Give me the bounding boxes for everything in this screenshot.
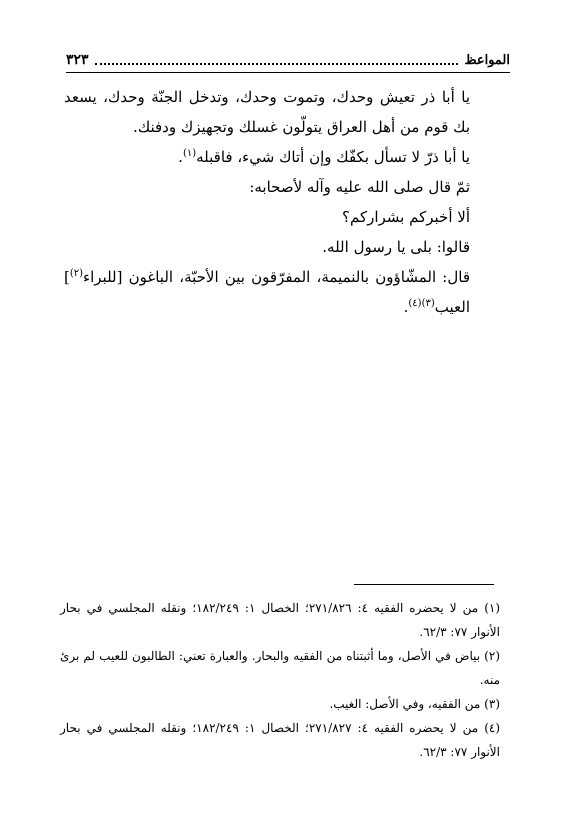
- paragraph: ثمّ قال صلى الله عليه وآله لأصحابه:: [249, 178, 470, 196]
- footnote: (٣) من الفقيه، وفي الأصل: الغيب.: [329, 697, 500, 711]
- header-rule: [66, 72, 510, 73]
- footnote-ref[interactable]: (١): [182, 148, 197, 159]
- paragraph: يا أبا ذرّ لا تسأل بكفّك وإن أتاك شيء، فاقبله$^{(١)}$.: [178, 148, 470, 166]
- footnote: (٤) من لا يحضره الفقيه ٤: ٢٧١/٨٢٧؛ الخصال ١: ١٨٢/٢٤٩؛ ونقله المجلسي في بحار الأنوار ٧٧: ٦٢/٣.: [60, 721, 501, 759]
- paragraph-text: يا أبا ذرّ لا تسأل بكفّك وإن أتاك شيء، فاقبله: [196, 148, 470, 166]
- footnote-ref[interactable]: (٣)(٤): [408, 298, 435, 309]
- footnote-ref[interactable]: (٢): [69, 268, 84, 279]
- page-number: ٣٢٣: [66, 52, 89, 68]
- main-text: [64, 82, 510, 322]
- paragraph: ألا أخبركم بشراركم؟: [342, 208, 470, 226]
- footnote-rule: [354, 584, 494, 585]
- chapter-title: المواعظ: [464, 52, 510, 68]
- leader-dots: [95, 63, 459, 65]
- paragraph: يا أبا ذر تعيش وحدك، وتموت وحدك، وتدخل الجنّة وحدك، يسعد بك قوم من أهل العراق يتولّون غسلك وتجهيزك ودفنك.: [64, 88, 470, 136]
- footnote: (٢) بياض في الأصل، وما أثبتناه من الفقيه والبحار. والعبارة تعني: الطالبون للعيب لم برئ منه.: [60, 649, 500, 687]
- paragraph: قال: المشّاؤون بالنميمة، المفرّقون بين الأحبّة، الباغون [للبراء$^{(٢)}$] العيب$^{(٣)(٤)}$.: [64, 268, 470, 316]
- paragraph-text: العيب: [434, 298, 470, 316]
- footnote: (١) من لا يحضره الفقيه ٤: ٢٧١/٨٢٦؛ الخصال ١: ١٨٢/٢٤٩؛ ونقله المجلسي في بحار الأنوار ٧٧: ٦٢/٣.: [60, 601, 501, 639]
- paragraph-text: قال: المشّاؤون بالنميمة، المفرّقون بين الأحبّة، الباغون [للبراء: [83, 268, 470, 286]
- running-header: [66, 50, 510, 70]
- footnotes: [60, 596, 500, 764]
- paragraph: قالوا: بلى يا رسول الله.: [322, 238, 470, 256]
- bracket-close: ]: [64, 268, 70, 286]
